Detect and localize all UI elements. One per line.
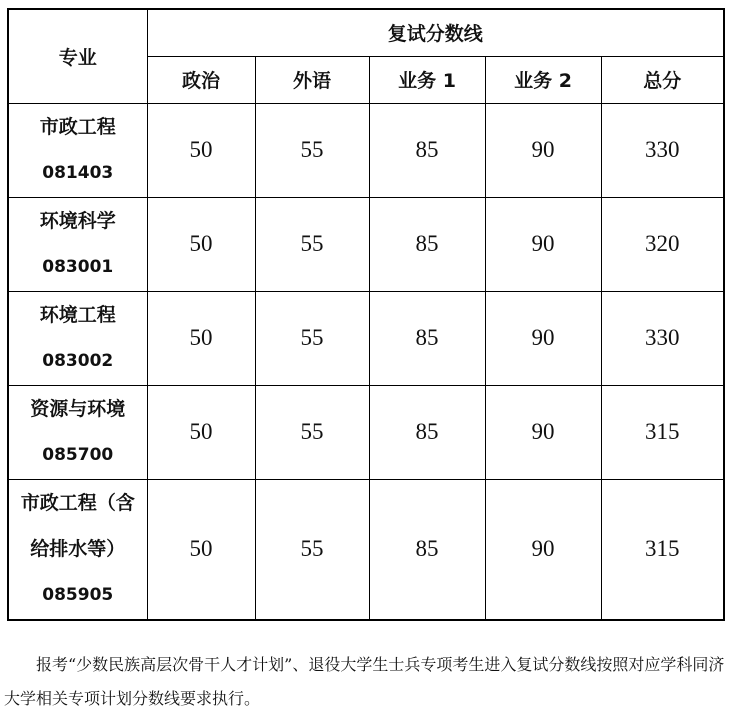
table-row: [8, 385, 724, 479]
score-language: 55: [255, 103, 369, 197]
score-politics: 50: [147, 385, 255, 479]
score-language: 55: [255, 479, 369, 620]
retest-score-header: 复试分数线: [147, 9, 724, 56]
score-total: 315: [601, 385, 724, 479]
retest-score-table: [7, 8, 725, 621]
score-politics: 50: [147, 197, 255, 291]
score-major2: 90: [485, 385, 601, 479]
score-major2: 90: [485, 291, 601, 385]
major-name-line-2: 给排水等）: [30, 538, 126, 561]
major-cell: [8, 103, 147, 197]
score-politics: 50: [147, 479, 255, 620]
major-name: 市政工程: [39, 116, 116, 138]
score-politics: 50: [147, 103, 255, 197]
score-major1: 85: [369, 197, 485, 291]
footnote-paragraph: 报考“少数民族高层次骨干人才计划”、退役大学生士兵专项考生进入复试分数线按照对应学科同济大学相关专项计划分数线要求执行。: [4, 655, 725, 708]
score-major1: 85: [369, 385, 485, 479]
score-major1: 85: [369, 103, 485, 197]
score-total: 315: [601, 479, 724, 620]
major-name-line-1: 市政工程（含: [20, 492, 135, 515]
major-name: 环境工程: [39, 304, 116, 326]
subject-header-total: 总分: [601, 56, 724, 103]
major-code: 085700: [42, 445, 114, 465]
subject-header-politics: 政治: [147, 56, 255, 103]
score-politics: 50: [147, 291, 255, 385]
major-code: 083001: [42, 257, 114, 277]
major-name: 环境科学: [39, 210, 116, 232]
score-major2: 90: [485, 479, 601, 620]
table-row: [8, 103, 724, 197]
table-row: [8, 197, 724, 291]
score-language: 55: [255, 197, 369, 291]
major-name: 资源与环境: [30, 398, 126, 420]
table-row: [8, 291, 724, 385]
score-table-container: [7, 8, 723, 621]
major-header: 专业: [8, 9, 147, 103]
subject-header-language: 外语: [255, 56, 369, 103]
score-language: 55: [255, 291, 369, 385]
score-total: 330: [601, 103, 724, 197]
score-language: 55: [255, 385, 369, 479]
major-cell: [8, 385, 147, 479]
score-major2: 90: [485, 103, 601, 197]
score-major1: 85: [369, 291, 485, 385]
major-code: 085905: [42, 585, 114, 606]
table-row: [8, 479, 724, 620]
subject-header-major1: 业务 1: [369, 56, 485, 103]
score-major2: 90: [485, 197, 601, 291]
major-code: 083002: [42, 351, 114, 371]
score-major1: 85: [369, 479, 485, 620]
score-total: 320: [601, 197, 724, 291]
major-cell: [8, 197, 147, 291]
subject-header-major2: 业务 2: [485, 56, 601, 103]
score-total: 330: [601, 291, 724, 385]
header-row-top: [8, 9, 724, 56]
major-cell: [8, 291, 147, 385]
major-cell: [8, 479, 147, 620]
major-code: 081403: [42, 163, 114, 183]
